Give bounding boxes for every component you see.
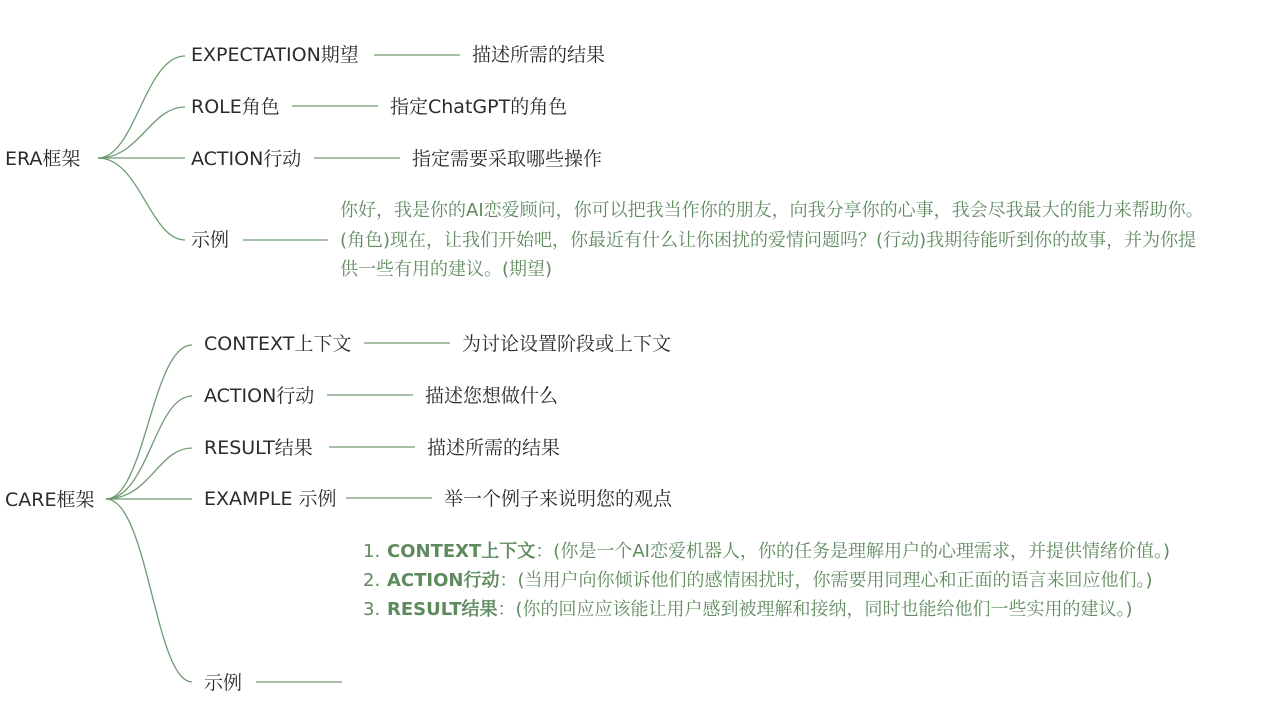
era-branch-expectation — [98, 56, 185, 158]
care-item-action: ACTION行动 — [204, 385, 315, 407]
era-desc-expectation: 描述所需的结果 — [472, 44, 606, 66]
list-item-text: ：(当用户向你倾诉他们的感情困扰时，你需要用同理心和正面的语言来回应他们。) — [499, 570, 1153, 591]
era-desc-role: 指定ChatGPT的角色 — [390, 96, 568, 118]
list-item-text: ：(你是一个AI恋爱机器人，你的任务是理解用户的心理需求，并提供情绪价值。) — [535, 541, 1170, 562]
era-desc-action: 指定需要采取哪些操作 — [412, 148, 603, 170]
list-item — [363, 595, 1213, 624]
list-item — [363, 566, 1213, 595]
list-item-number: 2. — [363, 570, 381, 591]
care-branch-action — [106, 396, 192, 499]
list-item — [363, 537, 1213, 566]
care-example-list — [363, 537, 1213, 624]
care-branch-sample — [106, 499, 192, 682]
era-item-expectation: EXPECTATION期望 — [191, 44, 359, 66]
era-branch-example — [98, 158, 185, 240]
era-item-action: ACTION行动 — [191, 148, 302, 170]
list-item-number: 3. — [363, 599, 381, 620]
care-desc-example: 举一个例子来说明您的观点 — [444, 488, 673, 510]
care-desc-result: 描述所需的结果 — [427, 437, 561, 459]
care-item-result: RESULT结果 — [204, 437, 313, 459]
era-root: ERA框架 — [5, 148, 81, 170]
care-branch-result — [106, 448, 192, 499]
care-desc-action: 描述您想做什么 — [425, 385, 559, 407]
care-item-context: CONTEXT上下文 — [204, 333, 352, 355]
care-item-example: EXAMPLE 示例 — [204, 488, 337, 510]
care-branch-context — [106, 345, 192, 499]
list-item-number: 1. — [363, 541, 381, 562]
list-item-text: ：(你的回应应该能让用户感到被理解和接纳，同时也能给他们一些实用的建议。) — [497, 599, 1133, 620]
list-item-title: RESULT结果 — [387, 599, 498, 620]
care-desc-context: 为讨论设置阶段或上下文 — [462, 333, 672, 355]
care-root: CARE框架 — [5, 489, 95, 511]
era-example-label: 示例 — [191, 229, 230, 251]
era-branch-role — [98, 107, 185, 158]
era-item-role: ROLE角色 — [191, 96, 280, 118]
list-item-title: CONTEXT上下文 — [387, 541, 536, 562]
era-example-text: 你好，我是你的AI恋爱顾问，你可以把我当作你的朋友，向我分享你的心事，我会尽我最大的能力来帮助你。(角色)现在，让我们开始吧，你最近有什么让你困扰的爱情问题吗？(行动)我期待能听到你的故事，并为你提供一些有用的建议。(期望) — [340, 200, 1204, 280]
care-example-label: 示例 — [204, 672, 243, 694]
list-item-title: ACTION行动 — [387, 570, 500, 591]
